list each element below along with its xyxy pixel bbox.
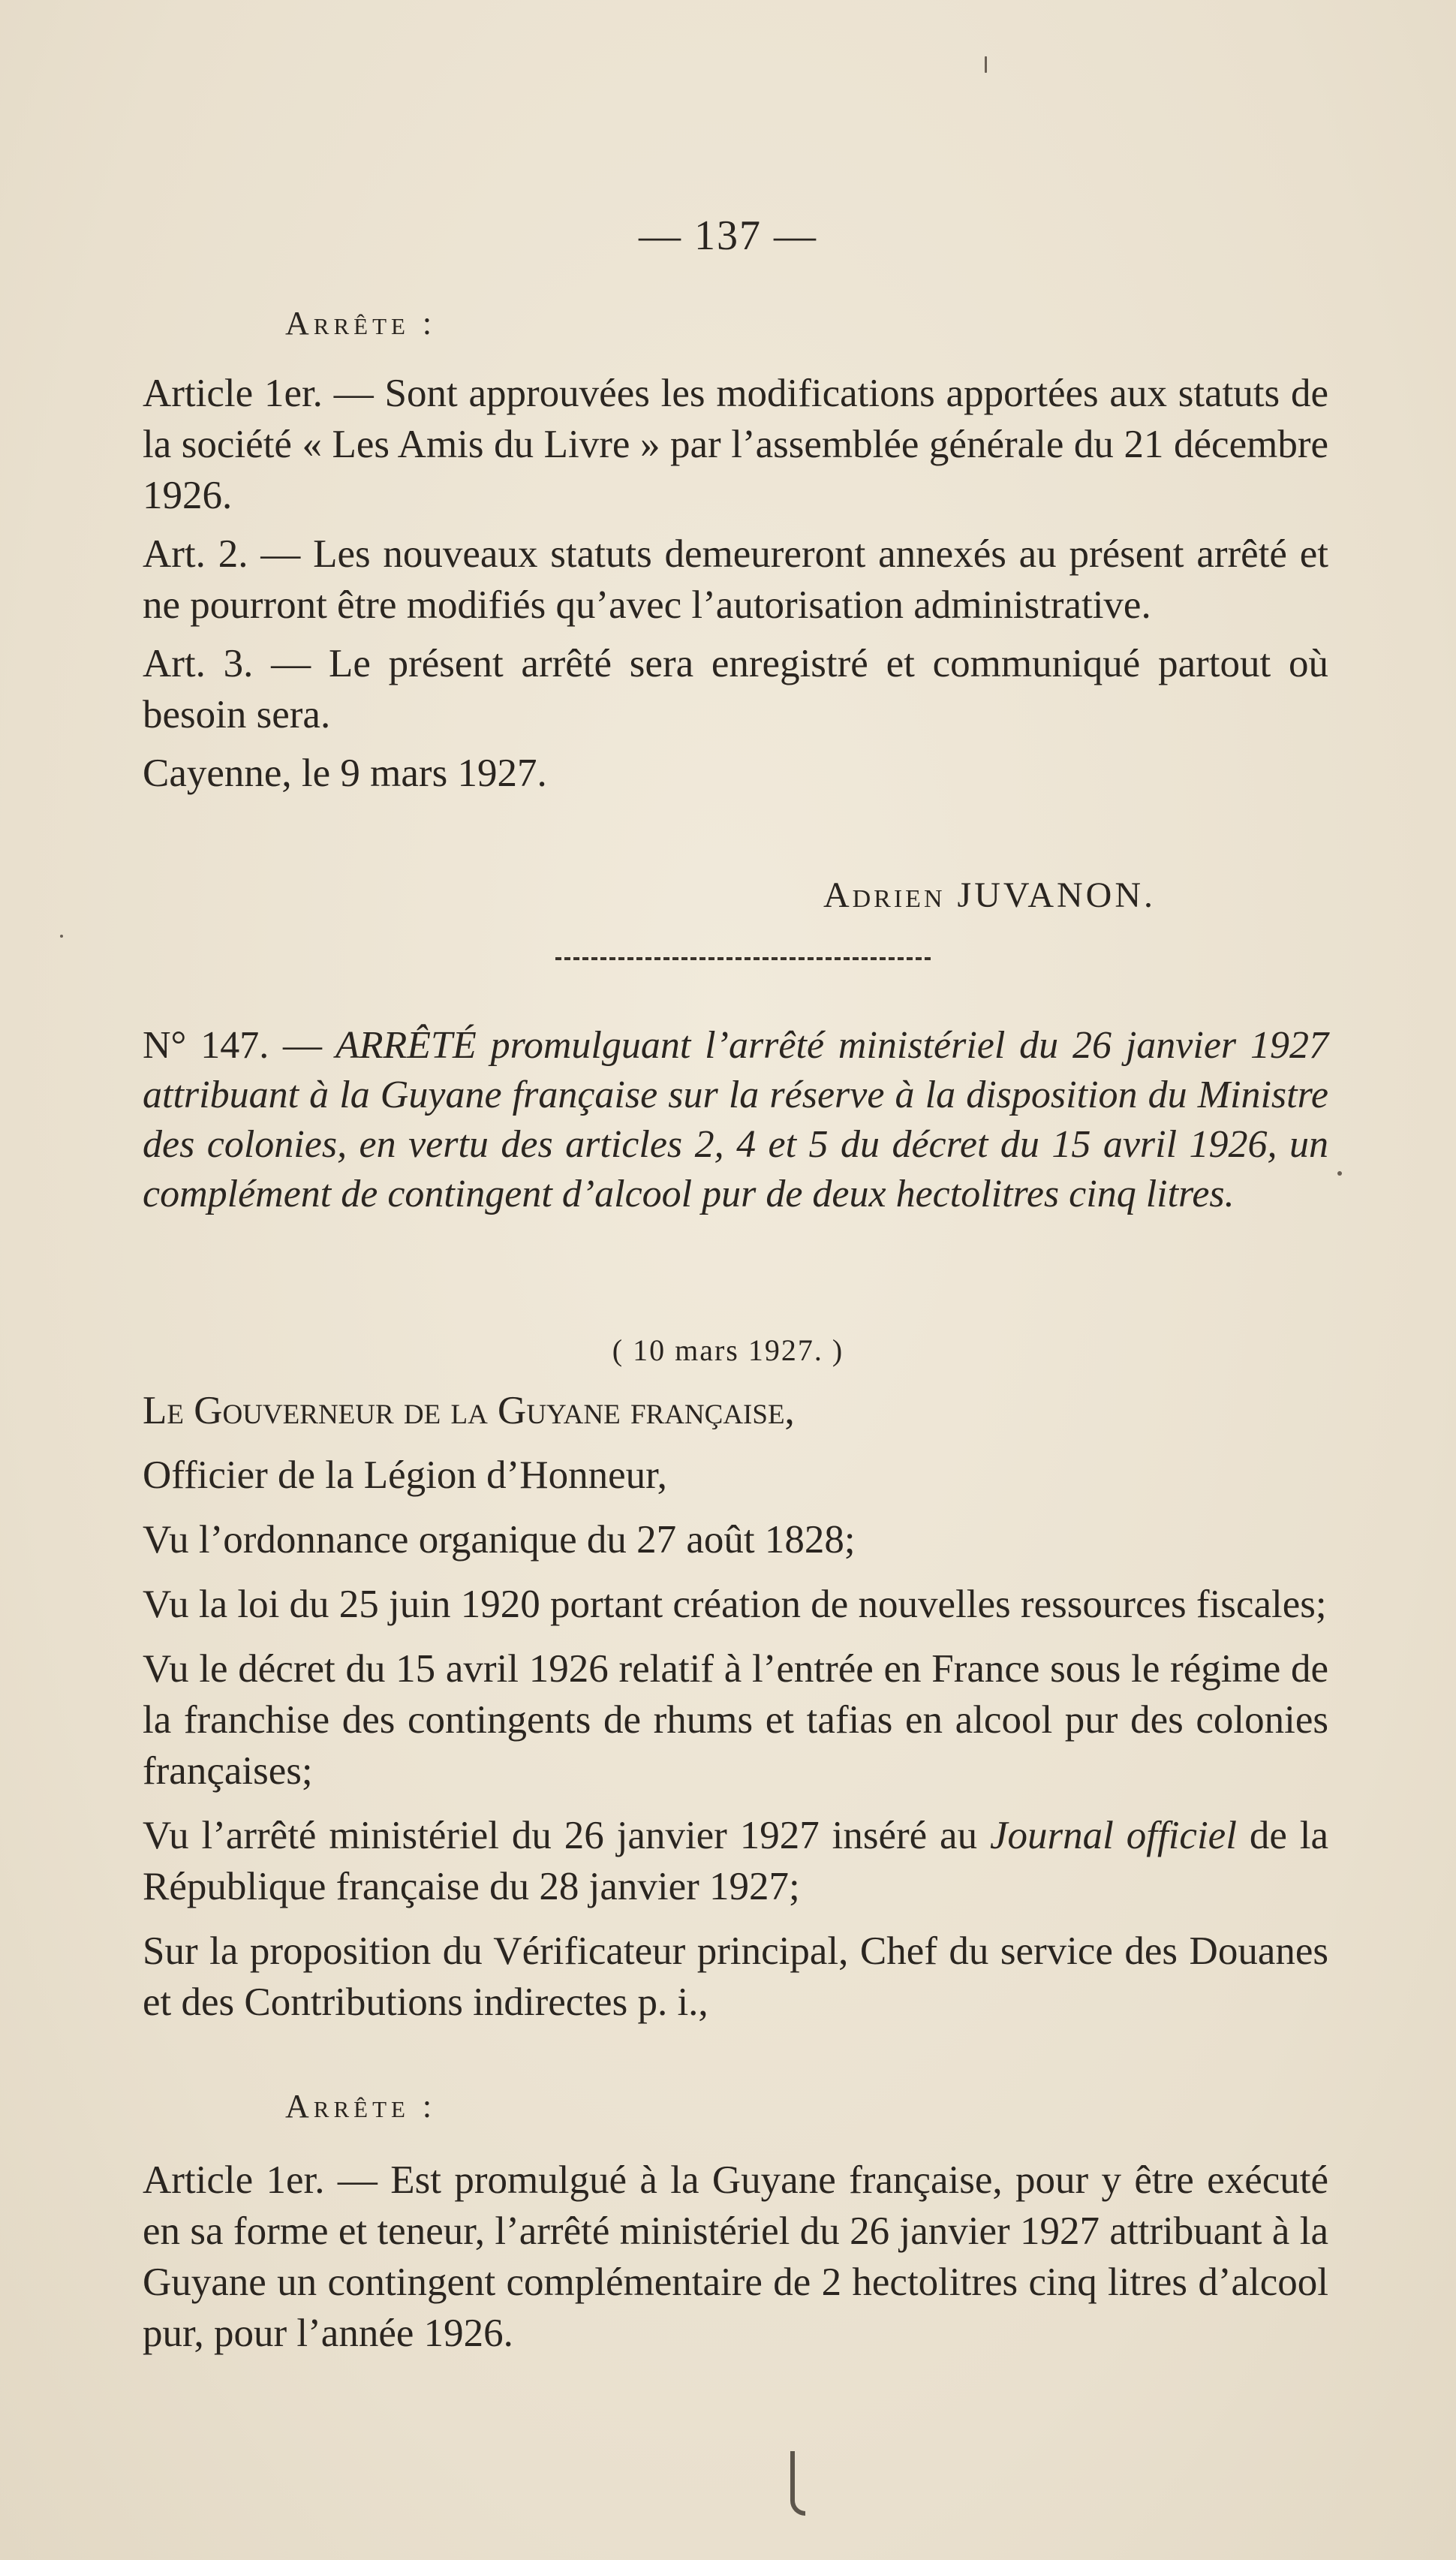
- place-date-line: Cayenne, le 9 mars 1927.: [143, 751, 547, 795]
- decree-date: ( 10 mars 1927. ): [612, 1333, 844, 1367]
- article-1-text: Article 1er. — Sont approuvées les modifications apportées aux statuts de la société « Les Amis du Livre » par l’assemblée générale du 21 décembre 1926.: [143, 372, 1328, 517]
- section-divider: [555, 957, 931, 960]
- first-decree-articles: [143, 368, 1328, 806]
- section-heading-arrete-2: Arrête :: [285, 2088, 437, 2125]
- second-decree-article-1: Article 1er. — Est promulgué à la Guyane française, pour y être exécuté en sa forme et teneur, l’arrêté ministériel du 26 janvier 1927 attribuant à la Guyane un contingent complémentaire de 2 hectolitres cinq litres d’alcool pur, pour l’année 1926.: [143, 2158, 1328, 2355]
- vu4-start: Vu l’arrêté ministériel du 26 janvier 1927 inséré au: [143, 1814, 990, 1857]
- vu4-end: de la République française du 28 janvier 1927;: [143, 1814, 1328, 1908]
- section-heading-arrete: Arrête :: [285, 305, 437, 342]
- signature: Adrien JUVANON.: [823, 875, 1156, 915]
- decree-title-text: ARRÊTÉ promulguant l’arrêté ministériel du 26 janvier 1927 attribuant à la Guyane française sur la réserve à la disposition du Ministre des colonies, en vertu des articles 2, 4 et 5 du décret du 15 avril 1926, un complément de contingent d’alcool pur de deux hectolitres cinq litres.: [143, 1024, 1328, 1215]
- vu-ordonnance: Vu l’ordonnance organique du 27 août 1828;: [143, 1518, 856, 1562]
- proposal-line: Sur la proposition du Vérificateur principal, Chef du service des Douanes et des Contributions indirectes p. i.,: [143, 1929, 1328, 2024]
- printer-mark: [790, 2451, 805, 2516]
- governor-line: Le Gouverneur de la Guyane française,: [143, 1389, 795, 1432]
- scan-speck: [60, 935, 63, 938]
- vu-loi: Vu la loi du 25 juin 1920 portant création de nouvelles ressources fiscales;: [143, 1583, 1327, 1626]
- decree-title: [143, 1021, 1328, 1219]
- preamble: [143, 1385, 1328, 2041]
- scan-speck: [1337, 1171, 1342, 1176]
- scan-speck: [985, 56, 987, 73]
- page-number: — 137 —: [639, 212, 817, 259]
- journal-officiel: Journal officiel: [989, 1814, 1237, 1857]
- decree-number: N° 147. —: [143, 1024, 323, 1067]
- vu-arrete-ministeriel: [143, 1810, 1328, 1912]
- officer-line: Officier de la Légion d’Honneur,: [143, 1453, 667, 1497]
- vu-decret: Vu le décret du 15 avril 1926 relatif à l’entrée en France sous le régime de la franchise des contingents de rhums et tafias en alcool pur des colonies françaises;: [143, 1647, 1328, 1793]
- article-3-text: Art. 3. — Le présent arrêté sera enregistré et communiqué partout où besoin sera.: [143, 642, 1328, 736]
- article-2-text: Art. 2. — Les nouveaux statuts demeureront annexés au présent arrêté et ne pourront être modifiés qu’avec l’autorisation administrative.: [143, 532, 1328, 627]
